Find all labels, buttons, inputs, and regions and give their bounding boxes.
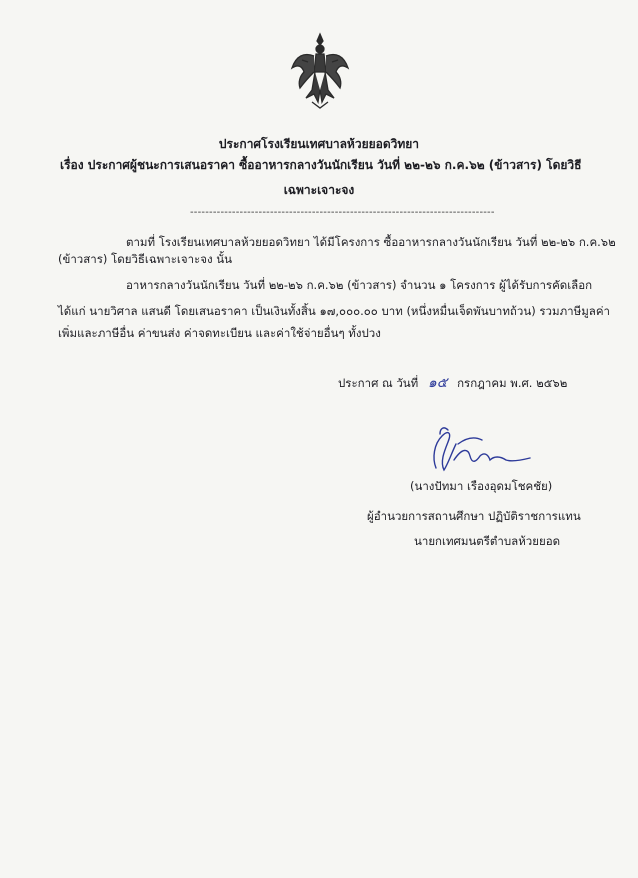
signatory-position-2: นายกเทศมนตรีตำบลห้วยยอด — [414, 534, 561, 548]
separator-line: -------------------------------------------------------------------------------- — [190, 207, 495, 218]
body-paragraph-1-line-2: (ข้าวสาร) โดยวิธีเฉพาะเจาะจง นั้น — [58, 252, 232, 266]
announcement-date — [338, 375, 567, 391]
signatory-position-1: ผู้อำนวยการสถานศึกษา ปฏิบัติราชการแทน — [367, 509, 581, 523]
body-paragraph-2-line-2: ได้แก่ นายวิศาล แสนดี โดยเสนอราคา เป็นเงินทั้งสิ้น ๑๗,๐๐๐.๐๐ บาท (หนึ่งหมื่นเจ็ดพันบาทถ้วน) รวมภาษีมูลค่า — [58, 304, 610, 318]
body-paragraph-1-line-1: ตามที่ โรงเรียนเทศบาลห้วยยอดวิทยา ได้มีโครงการ ซื้ออาหารกลางวันนักเรียน วันที่ ๒๒-๒๖ ก.ค.๖๒ — [126, 235, 616, 249]
body-paragraph-2-line-1: อาหารกลางวันนักเรียน วันที่ ๒๒-๒๖ ก.ค.๖๒ (ข้าวสาร) จำนวน ๑ โครงการ ผู้ได้รับการคัดเลือก — [126, 278, 593, 292]
garuda-emblem-icon — [290, 32, 350, 110]
body-paragraph-2-line-3: เพิ่มและภาษีอื่น ค่าขนส่ง ค่าจดทะเบียน และค่าใช้จ่ายอื่นๆ ทั้งปวง — [58, 326, 381, 340]
date-prefix: ประกาศ ณ วันที่ — [338, 376, 419, 390]
announcement-title: ประกาศโรงเรียนเทศบาลห้วยยอดวิทยา — [218, 137, 420, 151]
handwritten-signature — [418, 418, 546, 476]
date-day-handwritten: ๑๕ — [427, 375, 448, 391]
signatory-name: (นางปัทมา เรืองอุดมโชคชัย) — [410, 479, 553, 493]
date-month-year: กรกฎาคม พ.ศ. ๒๕๖๒ — [457, 376, 568, 390]
announcement-subject-continued: เฉพาะเจาะจง — [283, 183, 355, 197]
announcement-subject: เรื่อง ประกาศผู้ชนะการเสนอราคา ซื้ออาหารกลางวันนักเรียน วันที่ ๒๒-๒๖ ก.ค.๖๒ (ข้าวสาร) โดยวิธี — [60, 158, 582, 172]
